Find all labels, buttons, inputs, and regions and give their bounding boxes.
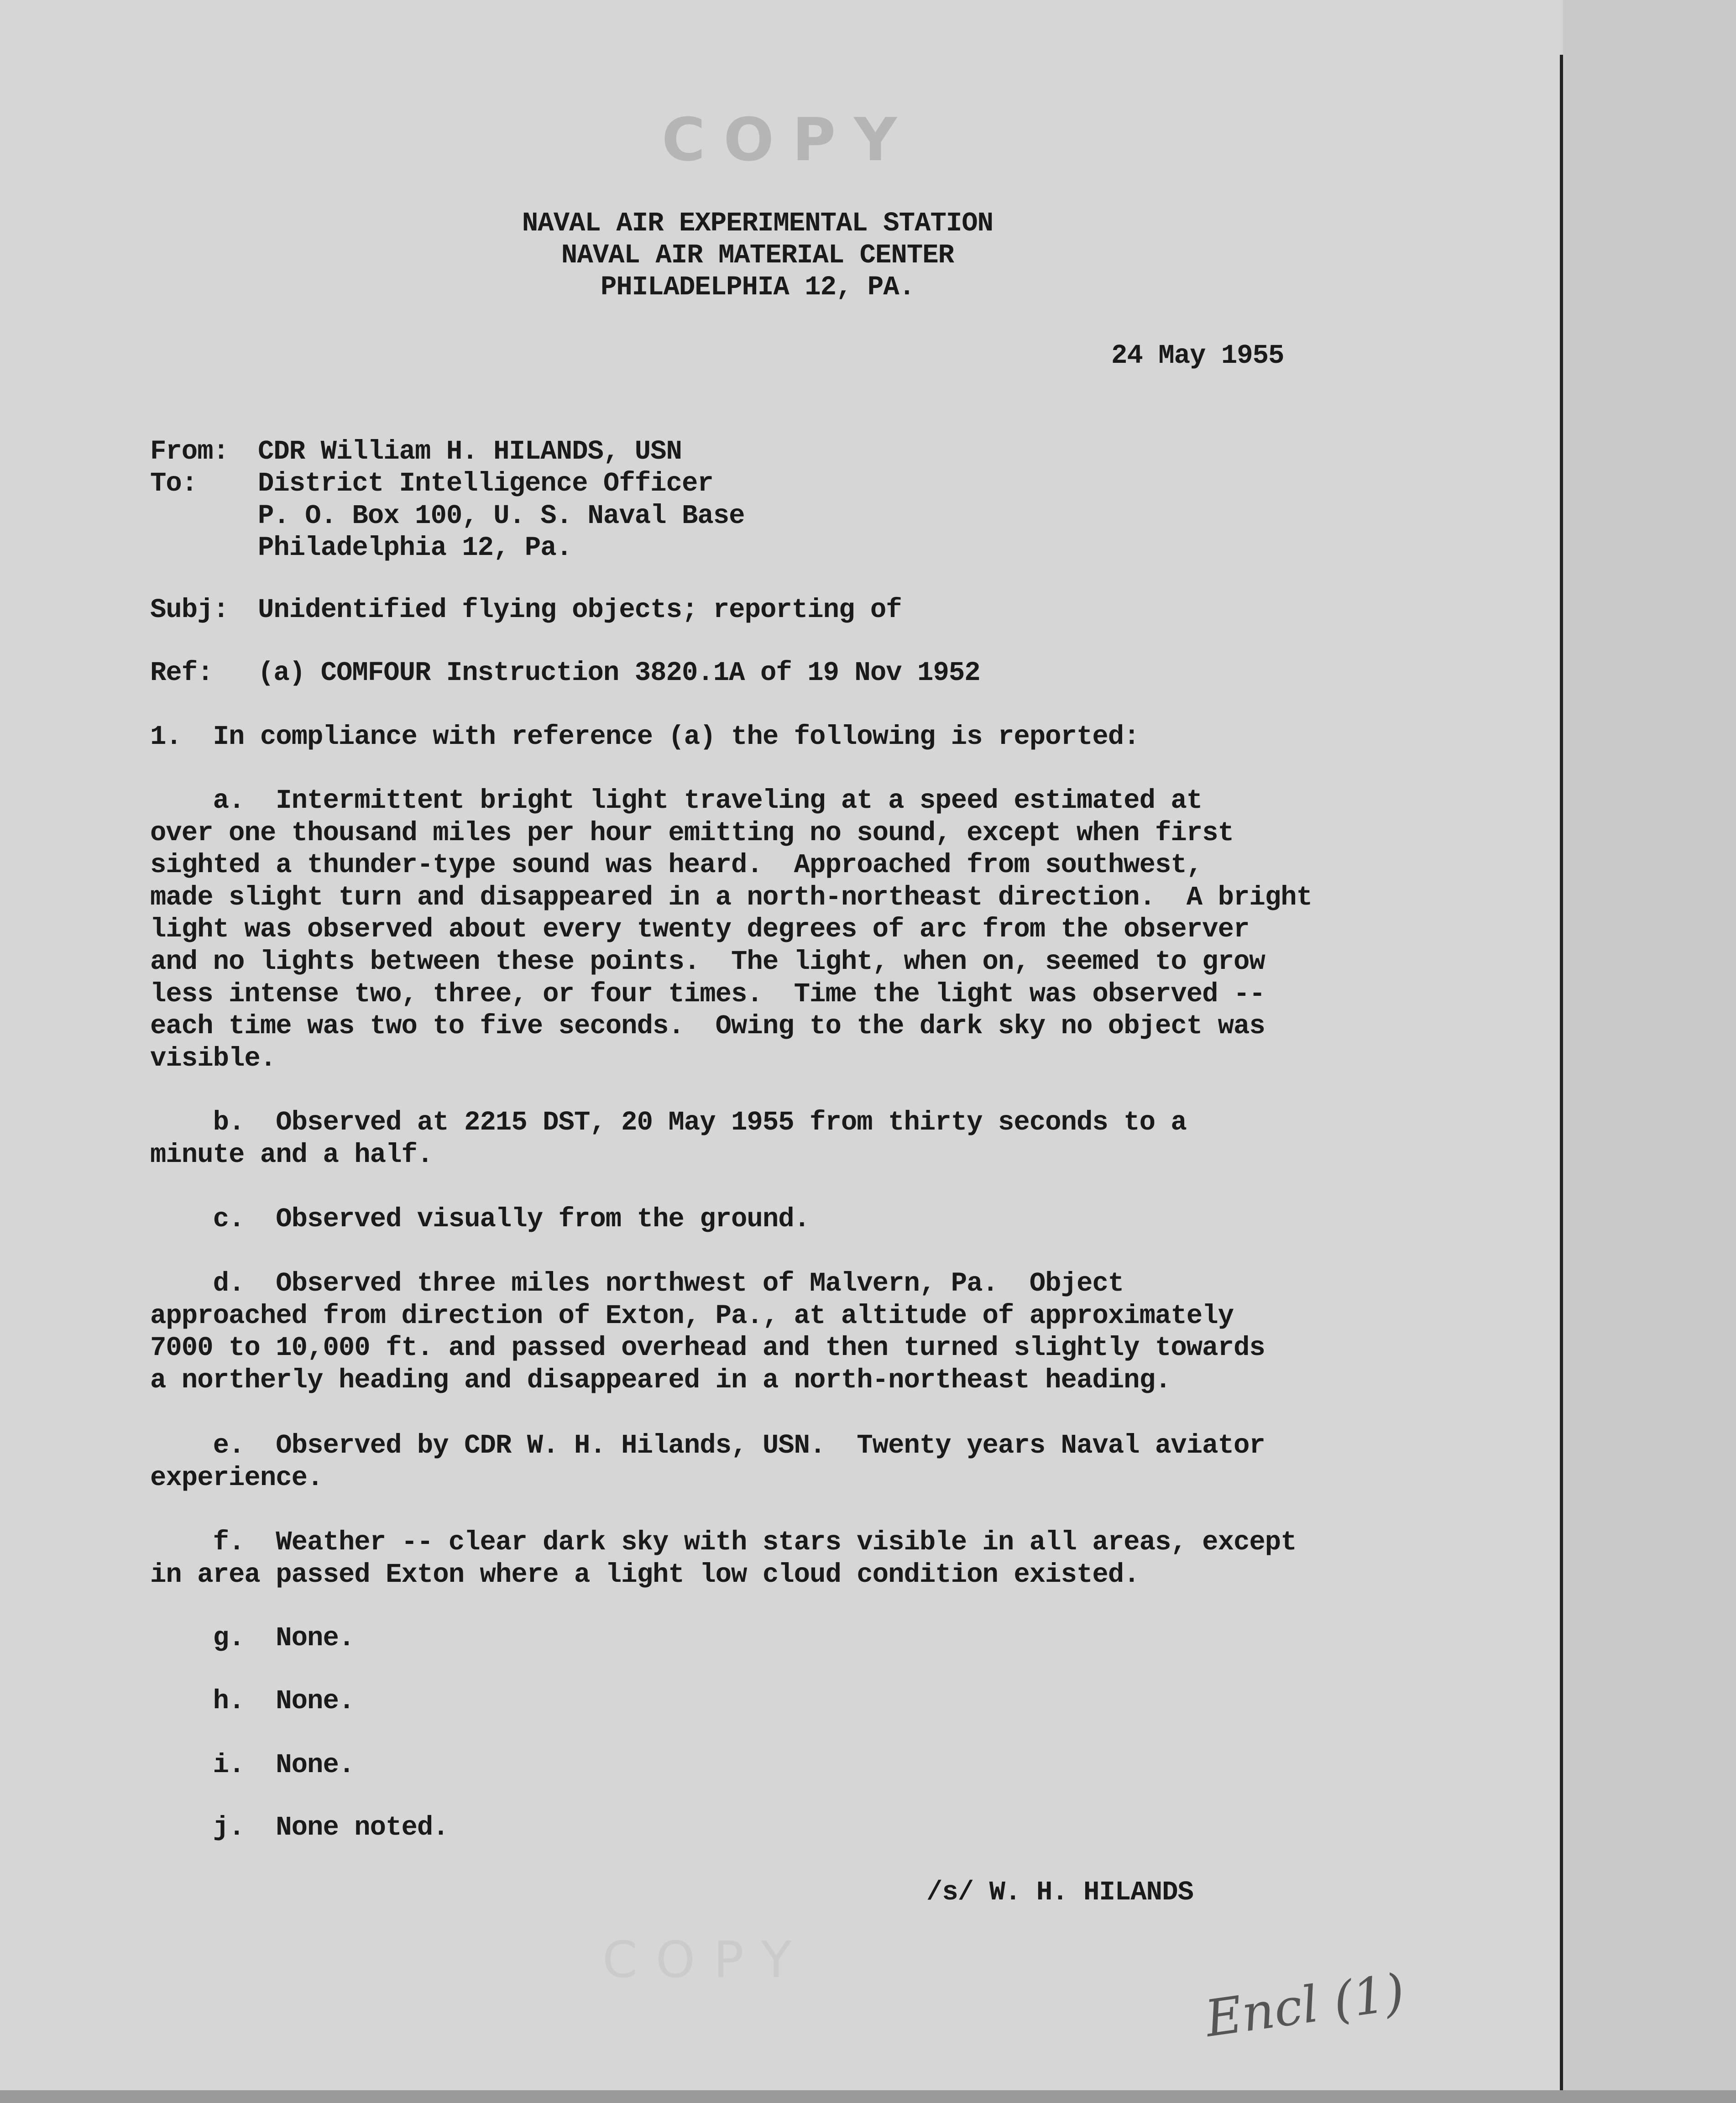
- copy-stamp: COPY: [662, 105, 915, 174]
- signature: /s/ W. H. HILANDS: [926, 1877, 1193, 1908]
- item-d: d. Observed three miles northwest of Malvern, Pa. Object approached from direction of Exton, Pa., at altitude of approximately 7000 to 10,000 ft. and passed overhead and then turned slightly towards a northerly heading and disappeared in a north-northeast heading.: [150, 1268, 1265, 1396]
- reference-value: (a) COMFOUR Instruction 3820.1A of 19 Nov 1952: [258, 658, 980, 688]
- scan-bottom-edge: [0, 2090, 1736, 2103]
- item-e: e. Observed by CDR W. H. Hilands, USN. Twenty years Naval aviator experience.: [150, 1430, 1265, 1493]
- faded-copy-stamp: COPY: [602, 1930, 810, 1989]
- item-i: i. None.: [150, 1750, 355, 1780]
- item-g: g. None.: [150, 1623, 355, 1653]
- to-label: To:: [150, 468, 198, 499]
- item-f: f. Weather -- clear dark sky with stars visible in all areas, except in area passed Exton where a light low cloud condition existed.: [150, 1527, 1297, 1590]
- handwritten-enclosure-note: Encl (1): [1202, 1962, 1408, 2048]
- header-line-3: PHILADELPHIA 12, PA.: [600, 272, 915, 303]
- reference-label: Ref:: [150, 658, 213, 688]
- header-line-1: NAVAL AIR EXPERIMENTAL STATION: [522, 208, 993, 239]
- item-h: h. None.: [150, 1686, 355, 1716]
- from-value: CDR William H. HILANDS, USN: [258, 436, 682, 467]
- paragraph-1: 1. In compliance with reference (a) the following is reported:: [150, 722, 1140, 752]
- item-b: b. Observed at 2215 DST, 20 May 1955 from thirty seconds to a minute and a half.: [150, 1107, 1187, 1170]
- item-j: j. None noted.: [150, 1812, 449, 1843]
- header-line-2: NAVAL AIR MATERIAL CENTER: [561, 240, 954, 271]
- from-label: From:: [150, 436, 229, 467]
- subject-label: Subj:: [150, 595, 229, 625]
- page-edge-line: [1560, 55, 1563, 2090]
- to-value: District Intelligence Officer P. O. Box 100, U. S. Naval Base Philadelphia 12, Pa.: [258, 468, 745, 564]
- item-c: c. Observed visually from the ground.: [150, 1204, 810, 1235]
- date: 24 May 1955: [1111, 340, 1284, 371]
- subject-value: Unidentified flying objects; reporting of: [258, 595, 902, 625]
- item-a: a. Intermittent bright light traveling at a speed estimated at over one thousand miles per hour emitting no sound, except when first sighted a thunder-type sound was heard. Approached from southwest, made slight turn and disappeared in a north-northeast direction. A bright light was observed about every twenty degrees of arc from the observer and no lights between these points. The light, when on, seemed to grow less intense two, three, or four times. Time the light was observed -- each time was two to five seconds. Owing to the dark sky no object was visible.: [150, 785, 1312, 1074]
- scan-margin: [1563, 0, 1736, 2103]
